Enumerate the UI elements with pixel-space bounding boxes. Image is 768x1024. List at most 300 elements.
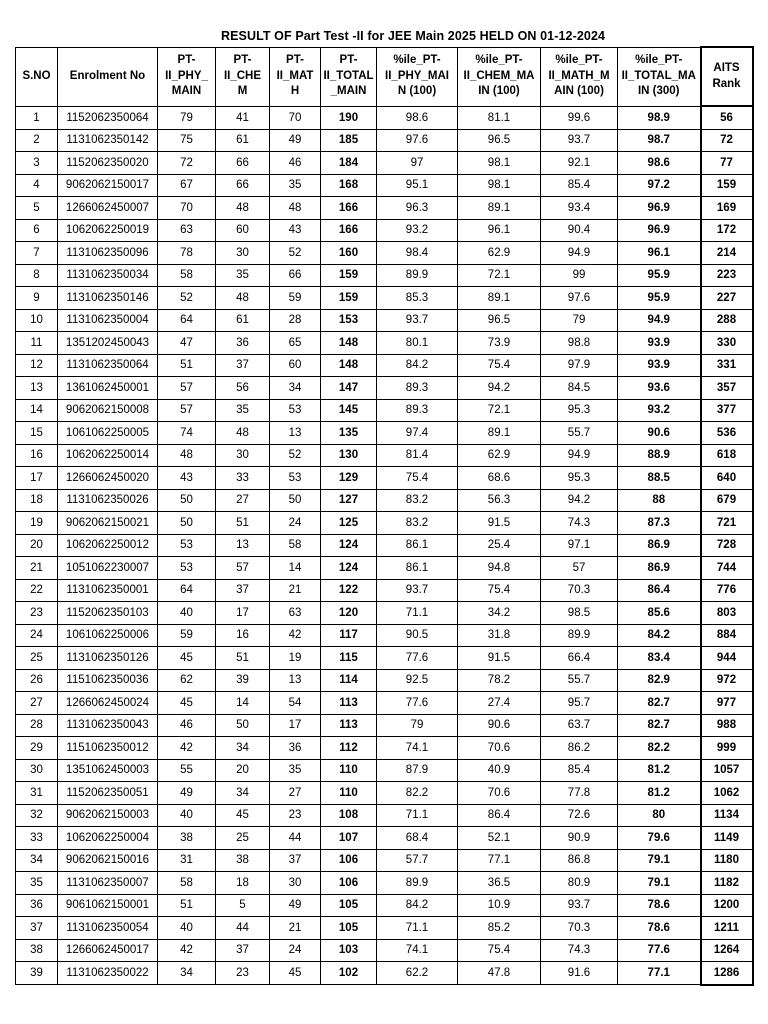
cell-pct-math: 99	[541, 264, 618, 287]
cell-sno: 35	[16, 872, 58, 895]
cell-pct-total: 93.9	[618, 354, 701, 377]
cell-math: 13	[270, 422, 321, 445]
cell-enrolment-no: 1152062350051	[58, 782, 158, 805]
cell-enrolment-no: 1266062450024	[58, 692, 158, 715]
cell-pct-phy: 77.6	[377, 647, 458, 670]
cell-math: 21	[270, 579, 321, 602]
table-row	[16, 647, 753, 670]
cell-pct-total: 95.9	[618, 264, 701, 287]
cell-chem: 37	[216, 354, 270, 377]
cell-enrolment-no: 1152062350020	[58, 152, 158, 175]
cell-total-main: 166	[321, 219, 377, 242]
col-header-pct-phy: %ile_PT- II_PHY_MAI N (100)	[377, 47, 458, 106]
cell-pct-chem: 36.5	[458, 872, 541, 895]
cell-aits-rank: 999	[701, 737, 753, 760]
cell-phy-main: 53	[158, 557, 216, 580]
cell-enrolment-no: 1361062450001	[58, 377, 158, 400]
cell-math: 66	[270, 264, 321, 287]
cell-sno: 21	[16, 557, 58, 580]
cell-enrolment-no: 1062062250019	[58, 219, 158, 242]
cell-phy-main: 49	[158, 782, 216, 805]
cell-aits-rank: 214	[701, 242, 753, 265]
cell-pct-phy: 83.2	[377, 489, 458, 512]
cell-math: 44	[270, 827, 321, 850]
cell-pct-total: 87.3	[618, 512, 701, 535]
results-table	[15, 46, 754, 986]
cell-math: 42	[270, 624, 321, 647]
cell-enrolment-no: 1266062450017	[58, 939, 158, 962]
cell-phy-main: 64	[158, 309, 216, 332]
col-header-enrolment-no: Enrolment No	[58, 47, 158, 106]
cell-phy-main: 74	[158, 422, 216, 445]
cell-pct-chem: 75.4	[458, 579, 541, 602]
cell-pct-math: 55.7	[541, 422, 618, 445]
cell-pct-chem: 89.1	[458, 422, 541, 445]
cell-aits-rank: 536	[701, 422, 753, 445]
col-header-pct-math: %ile_PT- II_MATH_M AIN (100)	[541, 47, 618, 106]
col-header-sno: S.NO	[16, 47, 58, 106]
cell-enrolment-no: 1131062350146	[58, 287, 158, 310]
cell-enrolment-no: 9062062150008	[58, 399, 158, 422]
cell-pct-chem: 47.8	[458, 962, 541, 985]
cell-math: 63	[270, 602, 321, 625]
cell-pct-math: 94.2	[541, 489, 618, 512]
cell-pct-phy: 77.6	[377, 692, 458, 715]
cell-math: 45	[270, 962, 321, 985]
cell-pct-math: 90.4	[541, 219, 618, 242]
cell-aits-rank: 1062	[701, 782, 753, 805]
table-row	[16, 444, 753, 467]
cell-enrolment-no: 9062062150017	[58, 174, 158, 197]
cell-pct-total: 90.6	[618, 422, 701, 445]
cell-phy-main: 47	[158, 332, 216, 355]
table-row	[16, 624, 753, 647]
cell-total-main: 115	[321, 647, 377, 670]
cell-enrolment-no: 1131062350026	[58, 489, 158, 512]
cell-chem: 57	[216, 557, 270, 580]
cell-total-main: 153	[321, 309, 377, 332]
cell-chem: 30	[216, 242, 270, 265]
cell-chem: 37	[216, 579, 270, 602]
cell-pct-phy: 80.1	[377, 332, 458, 355]
cell-phy-main: 62	[158, 669, 216, 692]
cell-pct-phy: 71.1	[377, 804, 458, 827]
cell-pct-total: 78.6	[618, 917, 701, 940]
cell-phy-main: 53	[158, 534, 216, 557]
cell-pct-total: 93.6	[618, 377, 701, 400]
cell-pct-phy: 89.9	[377, 872, 458, 895]
cell-math: 35	[270, 759, 321, 782]
table-row	[16, 489, 753, 512]
cell-enrolment-no: 1266062450007	[58, 197, 158, 220]
cell-pct-math: 90.9	[541, 827, 618, 850]
cell-pct-math: 66.4	[541, 647, 618, 670]
cell-chem: 50	[216, 714, 270, 737]
cell-phy-main: 72	[158, 152, 216, 175]
cell-sno: 32	[16, 804, 58, 827]
cell-pct-total: 98.9	[618, 106, 701, 129]
cell-math: 35	[270, 174, 321, 197]
cell-pct-chem: 89.1	[458, 197, 541, 220]
cell-enrolment-no: 1152062350064	[58, 106, 158, 129]
cell-phy-main: 34	[158, 962, 216, 985]
cell-phy-main: 51	[158, 894, 216, 917]
cell-pct-chem: 96.1	[458, 219, 541, 242]
cell-aits-rank: 227	[701, 287, 753, 310]
table-row	[16, 377, 753, 400]
table-row	[16, 106, 753, 129]
cell-pct-chem: 70.6	[458, 737, 541, 760]
cell-phy-main: 70	[158, 197, 216, 220]
cell-sno: 16	[16, 444, 58, 467]
cell-pct-math: 86.2	[541, 737, 618, 760]
cell-pct-total: 93.9	[618, 332, 701, 355]
cell-aits-rank: 1057	[701, 759, 753, 782]
cell-enrolment-no: 1061062250005	[58, 422, 158, 445]
cell-aits-rank: 357	[701, 377, 753, 400]
cell-math: 27	[270, 782, 321, 805]
cell-phy-main: 42	[158, 737, 216, 760]
cell-aits-rank: 803	[701, 602, 753, 625]
cell-total-main: 190	[321, 106, 377, 129]
cell-enrolment-no: 1061062250006	[58, 624, 158, 647]
cell-chem: 51	[216, 647, 270, 670]
cell-pct-chem: 81.1	[458, 106, 541, 129]
cell-pct-total: 79.1	[618, 849, 701, 872]
cell-chem: 48	[216, 287, 270, 310]
cell-pct-total: 78.6	[618, 894, 701, 917]
cell-pct-math: 55.7	[541, 669, 618, 692]
cell-math: 14	[270, 557, 321, 580]
cell-aits-rank: 679	[701, 489, 753, 512]
cell-pct-chem: 94.8	[458, 557, 541, 580]
cell-total-main: 110	[321, 759, 377, 782]
table-row	[16, 894, 753, 917]
cell-pct-chem: 78.2	[458, 669, 541, 692]
cell-pct-phy: 71.1	[377, 917, 458, 940]
cell-pct-math: 95.3	[541, 399, 618, 422]
cell-sno: 3	[16, 152, 58, 175]
cell-phy-main: 55	[158, 759, 216, 782]
cell-total-main: 124	[321, 534, 377, 557]
cell-chem: 20	[216, 759, 270, 782]
cell-pct-math: 91.6	[541, 962, 618, 985]
cell-pct-phy: 95.1	[377, 174, 458, 197]
cell-phy-main: 59	[158, 624, 216, 647]
table-row	[16, 197, 753, 220]
cell-pct-phy: 97	[377, 152, 458, 175]
cell-math: 48	[270, 197, 321, 220]
cell-aits-rank: 72	[701, 129, 753, 152]
cell-pct-total: 77.1	[618, 962, 701, 985]
cell-phy-main: 40	[158, 804, 216, 827]
cell-aits-rank: 1286	[701, 962, 753, 985]
cell-pct-total: 83.4	[618, 647, 701, 670]
cell-pct-math: 85.4	[541, 759, 618, 782]
cell-phy-main: 57	[158, 377, 216, 400]
cell-math: 23	[270, 804, 321, 827]
cell-pct-phy: 86.1	[377, 557, 458, 580]
cell-pct-total: 80	[618, 804, 701, 827]
cell-pct-phy: 90.5	[377, 624, 458, 647]
cell-pct-chem: 91.5	[458, 647, 541, 670]
cell-pct-chem: 75.4	[458, 354, 541, 377]
cell-pct-math: 85.4	[541, 174, 618, 197]
cell-sno: 20	[16, 534, 58, 557]
cell-pct-chem: 85.2	[458, 917, 541, 940]
cell-chem: 61	[216, 309, 270, 332]
cell-pct-total: 93.2	[618, 399, 701, 422]
cell-total-main: 159	[321, 287, 377, 310]
table-row	[16, 737, 753, 760]
cell-total-main: 106	[321, 872, 377, 895]
table-row	[16, 399, 753, 422]
table-row	[16, 422, 753, 445]
cell-sno: 18	[16, 489, 58, 512]
cell-total-main: 159	[321, 264, 377, 287]
cell-total-main: 125	[321, 512, 377, 535]
cell-sno: 2	[16, 129, 58, 152]
table-row	[16, 827, 753, 850]
cell-pct-math: 72.6	[541, 804, 618, 827]
cell-pct-total: 97.2	[618, 174, 701, 197]
cell-enrolment-no: 1062062250014	[58, 444, 158, 467]
cell-chem: 45	[216, 804, 270, 827]
cell-chem: 61	[216, 129, 270, 152]
cell-math: 46	[270, 152, 321, 175]
cell-total-main: 124	[321, 557, 377, 580]
cell-total-main: 122	[321, 579, 377, 602]
cell-aits-rank: 1200	[701, 894, 753, 917]
cell-pct-phy: 83.2	[377, 512, 458, 535]
cell-pct-phy: 57.7	[377, 849, 458, 872]
cell-phy-main: 45	[158, 692, 216, 715]
cell-total-main: 105	[321, 894, 377, 917]
table-row	[16, 287, 753, 310]
cell-pct-phy: 74.1	[377, 939, 458, 962]
table-row	[16, 872, 753, 895]
cell-phy-main: 57	[158, 399, 216, 422]
cell-pct-math: 86.8	[541, 849, 618, 872]
cell-pct-math: 98.5	[541, 602, 618, 625]
cell-math: 52	[270, 444, 321, 467]
table-row	[16, 669, 753, 692]
cell-pct-total: 88.9	[618, 444, 701, 467]
table-row	[16, 602, 753, 625]
cell-pct-phy: 87.9	[377, 759, 458, 782]
cell-sno: 17	[16, 467, 58, 490]
cell-pct-phy: 81.4	[377, 444, 458, 467]
cell-total-main: 106	[321, 849, 377, 872]
cell-pct-phy: 93.2	[377, 219, 458, 242]
cell-pct-math: 79	[541, 309, 618, 332]
cell-pct-phy: 96.3	[377, 197, 458, 220]
cell-sno: 6	[16, 219, 58, 242]
table-row	[16, 332, 753, 355]
cell-pct-chem: 31.8	[458, 624, 541, 647]
cell-phy-main: 50	[158, 489, 216, 512]
cell-sno: 11	[16, 332, 58, 355]
cell-pct-chem: 77.1	[458, 849, 541, 872]
cell-pct-total: 81.2	[618, 759, 701, 782]
cell-aits-rank: 172	[701, 219, 753, 242]
cell-chem: 48	[216, 422, 270, 445]
cell-math: 19	[270, 647, 321, 670]
cell-sno: 22	[16, 579, 58, 602]
cell-chem: 23	[216, 962, 270, 985]
cell-aits-rank: 288	[701, 309, 753, 332]
cell-phy-main: 52	[158, 287, 216, 310]
table-row	[16, 849, 753, 872]
cell-aits-rank: 1182	[701, 872, 753, 895]
cell-aits-rank: 1149	[701, 827, 753, 850]
cell-math: 13	[270, 669, 321, 692]
cell-sno: 10	[16, 309, 58, 332]
cell-sno: 19	[16, 512, 58, 535]
cell-phy-main: 50	[158, 512, 216, 535]
cell-phy-main: 38	[158, 827, 216, 850]
cell-sno: 9	[16, 287, 58, 310]
table-row	[16, 714, 753, 737]
cell-sno: 12	[16, 354, 58, 377]
cell-enrolment-no: 1062062250004	[58, 827, 158, 850]
cell-pct-total: 88	[618, 489, 701, 512]
cell-enrolment-no: 1152062350103	[58, 602, 158, 625]
cell-total-main: 129	[321, 467, 377, 490]
cell-pct-phy: 82.2	[377, 782, 458, 805]
cell-pct-chem: 96.5	[458, 309, 541, 332]
cell-sno: 25	[16, 647, 58, 670]
cell-pct-phy: 93.7	[377, 579, 458, 602]
cell-pct-chem: 91.5	[458, 512, 541, 535]
cell-pct-math: 80.9	[541, 872, 618, 895]
cell-sno: 13	[16, 377, 58, 400]
cell-aits-rank: 77	[701, 152, 753, 175]
cell-pct-phy: 68.4	[377, 827, 458, 850]
cell-aits-rank: 169	[701, 197, 753, 220]
cell-chem: 37	[216, 939, 270, 962]
cell-chem: 60	[216, 219, 270, 242]
cell-enrolment-no: 1351062450003	[58, 759, 158, 782]
cell-pct-phy: 84.2	[377, 354, 458, 377]
cell-pct-math: 63.7	[541, 714, 618, 737]
cell-phy-main: 67	[158, 174, 216, 197]
cell-aits-rank: 618	[701, 444, 753, 467]
cell-math: 49	[270, 129, 321, 152]
cell-pct-math: 93.7	[541, 894, 618, 917]
cell-phy-main: 46	[158, 714, 216, 737]
cell-total-main: 168	[321, 174, 377, 197]
cell-total-main: 148	[321, 354, 377, 377]
cell-total-main: 113	[321, 692, 377, 715]
cell-total-main: 148	[321, 332, 377, 355]
cell-pct-chem: 72.1	[458, 399, 541, 422]
cell-math: 43	[270, 219, 321, 242]
cell-pct-phy: 84.2	[377, 894, 458, 917]
cell-pct-math: 77.8	[541, 782, 618, 805]
cell-pct-total: 81.2	[618, 782, 701, 805]
cell-pct-total: 96.9	[618, 197, 701, 220]
cell-pct-chem: 96.5	[458, 129, 541, 152]
cell-pct-math: 95.7	[541, 692, 618, 715]
table-row	[16, 467, 753, 490]
cell-aits-rank: 884	[701, 624, 753, 647]
cell-pct-chem: 90.6	[458, 714, 541, 737]
table-row	[16, 534, 753, 557]
cell-chem: 17	[216, 602, 270, 625]
cell-aits-rank: 330	[701, 332, 753, 355]
cell-pct-math: 95.3	[541, 467, 618, 490]
cell-chem: 27	[216, 489, 270, 512]
cell-pct-total: 82.7	[618, 714, 701, 737]
table-body	[16, 106, 753, 985]
cell-sno: 14	[16, 399, 58, 422]
cell-chem: 66	[216, 174, 270, 197]
cell-total-main: 145	[321, 399, 377, 422]
cell-total-main: 112	[321, 737, 377, 760]
cell-pct-phy: 93.7	[377, 309, 458, 332]
cell-enrolment-no: 9062062150003	[58, 804, 158, 827]
cell-pct-total: 82.9	[618, 669, 701, 692]
cell-enrolment-no: 9061062150001	[58, 894, 158, 917]
cell-pct-phy: 92.5	[377, 669, 458, 692]
cell-total-main: 102	[321, 962, 377, 985]
cell-chem: 25	[216, 827, 270, 850]
cell-pct-chem: 89.1	[458, 287, 541, 310]
cell-chem: 66	[216, 152, 270, 175]
cell-pct-total: 82.7	[618, 692, 701, 715]
cell-sno: 28	[16, 714, 58, 737]
cell-pct-chem: 56.3	[458, 489, 541, 512]
cell-enrolment-no: 9062062150016	[58, 849, 158, 872]
cell-pct-math: 93.4	[541, 197, 618, 220]
cell-phy-main: 64	[158, 579, 216, 602]
cell-chem: 33	[216, 467, 270, 490]
cell-pct-phy: 62.2	[377, 962, 458, 985]
cell-enrolment-no: 1131062350043	[58, 714, 158, 737]
cell-aits-rank: 744	[701, 557, 753, 580]
cell-pct-chem: 75.4	[458, 939, 541, 962]
cell-chem: 34	[216, 782, 270, 805]
cell-pct-chem: 98.1	[458, 152, 541, 175]
col-header-pct-total: %ile_PT- II_TOTAL_MA IN (300)	[618, 47, 701, 106]
cell-pct-chem: 70.6	[458, 782, 541, 805]
cell-sno: 15	[16, 422, 58, 445]
cell-pct-math: 89.9	[541, 624, 618, 647]
cell-sno: 4	[16, 174, 58, 197]
cell-enrolment-no: 1131062350004	[58, 309, 158, 332]
cell-total-main: 120	[321, 602, 377, 625]
cell-chem: 51	[216, 512, 270, 535]
cell-pct-total: 86.9	[618, 557, 701, 580]
cell-total-main: 135	[321, 422, 377, 445]
table-row	[16, 152, 753, 175]
cell-math: 59	[270, 287, 321, 310]
cell-pct-total: 98.6	[618, 152, 701, 175]
cell-phy-main: 79	[158, 106, 216, 129]
cell-enrolment-no: 1151062350036	[58, 669, 158, 692]
cell-math: 58	[270, 534, 321, 557]
cell-math: 65	[270, 332, 321, 355]
cell-pct-chem: 62.9	[458, 242, 541, 265]
cell-phy-main: 48	[158, 444, 216, 467]
cell-chem: 48	[216, 197, 270, 220]
cell-pct-math: 84.5	[541, 377, 618, 400]
cell-pct-total: 85.6	[618, 602, 701, 625]
cell-total-main: 184	[321, 152, 377, 175]
cell-phy-main: 31	[158, 849, 216, 872]
cell-pct-chem: 27.4	[458, 692, 541, 715]
